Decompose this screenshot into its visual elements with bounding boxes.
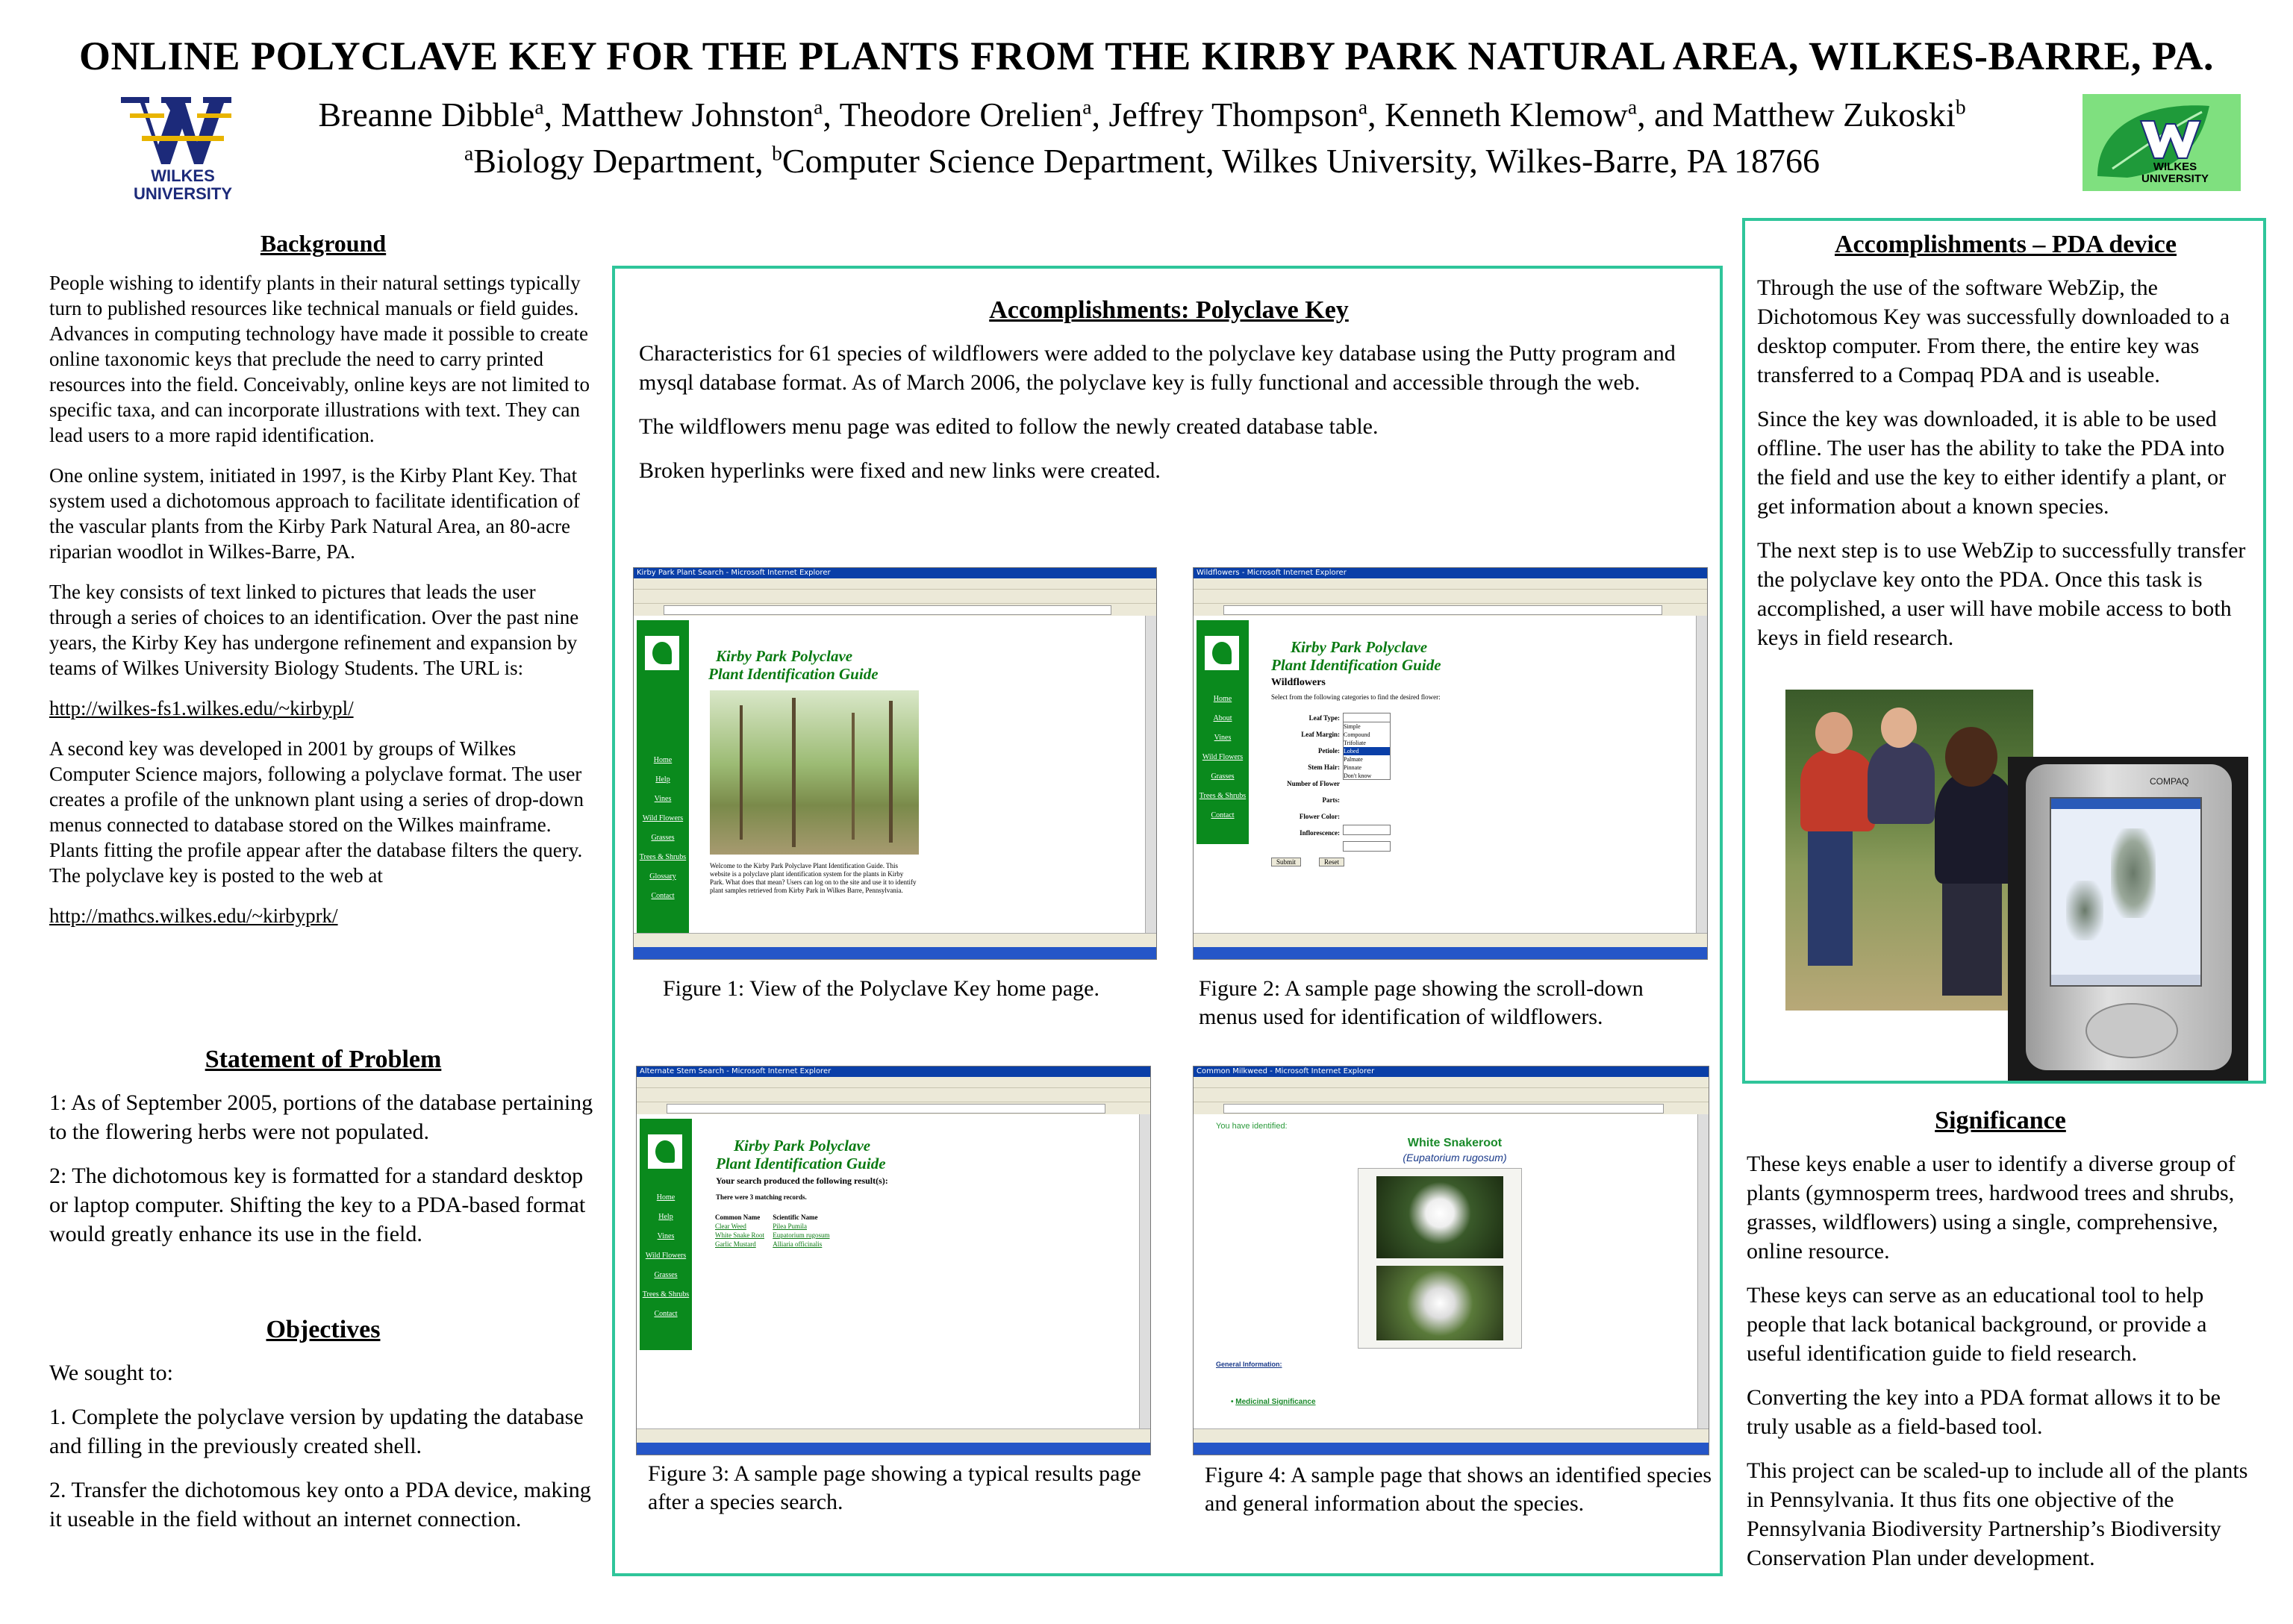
- figure-2-caption: Figure 2: A sample page showing the scroll-down menus used for identification of wildflowers.: [1199, 976, 1644, 1029]
- pda-heading: Accomplishments – PDA device: [1834, 231, 2177, 258]
- background-section: [49, 228, 597, 928]
- nav-link[interactable]: About: [1213, 714, 1232, 722]
- nav-link[interactable]: Wild Flowers: [645, 1252, 687, 1260]
- table-row: Garlic Mustard Alliaria officinalis: [715, 1240, 823, 1248]
- pda-brand: COMPAQ: [2150, 776, 2189, 787]
- nav-link[interactable]: Wild Flowers: [1202, 753, 1244, 761]
- author: Breanne Dibble: [318, 96, 535, 134]
- author: Theodore Orelien: [839, 96, 1083, 134]
- results-table: Common Name Scientific Name Clear Weed Pilea Pumila White Snake Root Eupatorium rugosum Garlic Mustard Alliaria officinalis: [715, 1214, 830, 1248]
- significance-paragraph: These keys can serve as an educational tool to help people that lack botanical background, or provide a useful identification guide to field research.: [1747, 1283, 2207, 1366]
- wilkes-logo-left: [119, 93, 246, 204]
- flower-color-select[interactable]: [1343, 825, 1391, 835]
- significance-paragraph: Converting the key into a PDA format allows it to be truly usable as a field-based tool.: [1747, 1385, 2221, 1439]
- background-paragraph: One online system, initiated in 1997, is the Kirby Plant Key. That system used a dichotomous approach to facilitate identification of the vascular plants from the Kirby Park Natural Area, an 80-acre riparian woodlot in Wilkes-Barre, PA.: [49, 464, 580, 563]
- nav-link[interactable]: Trees & Shrubs: [642, 1290, 690, 1299]
- author: Matthew Zukoski: [1712, 96, 1956, 134]
- medicinal-link[interactable]: • Medicinal Significance: [1231, 1398, 1316, 1406]
- window-title: Wildflowers - Microsoft Internet Explorer: [1194, 568, 1707, 578]
- general-info: General Information:: [1216, 1361, 1282, 1368]
- problem-paragraph: 2: The dichotomous key is formatted for a standard desktop or laptop computer. Shifting the key to a PDA-based format would greatly enhance its use in the field.: [49, 1164, 586, 1246]
- pda-paragraph: Since the key was downloaded, it is able to be used offline. The user has the ability to take the PDA into the field and use the key to either identify a plant, or get information about a known species.: [1757, 407, 2227, 519]
- site-nav: [640, 1119, 692, 1350]
- instructions: Select from the following categories to find the desired flower:: [1271, 693, 1441, 701]
- table-row: Clear Weed Pilea Pumila: [715, 1222, 807, 1230]
- pda-screen: [2050, 797, 2202, 987]
- nav-link[interactable]: Trees & Shrubs: [639, 853, 687, 861]
- significance-paragraph: These keys enable a user to identify a diverse group of plants (gymnosperm trees, hardwood trees and shrubs, grasses, wildflowers) using a single, comprehensive, online resource.: [1747, 1152, 2236, 1264]
- wilkes-logo-left-text: WILKES UNIVERSITY: [133, 166, 233, 203]
- problem-heading: Statement of Problem: [205, 1046, 442, 1073]
- screenshot-wildflowers-page: [1193, 567, 1708, 960]
- woodland-photo: [710, 690, 919, 855]
- nav-link[interactable]: Contact: [654, 1310, 678, 1318]
- nav-link[interactable]: Home: [656, 1193, 676, 1202]
- polyclave-url[interactable]: http://mathcs.wilkes.edu/~kirbyprk/: [49, 905, 338, 927]
- inflorescence-select[interactable]: [1343, 841, 1391, 852]
- window-title: Alternate Stem Search - Microsoft Internet Explorer: [637, 1066, 1150, 1077]
- author-list: Breanne Dibble$^a$, Matthew Johnston$^a$, Theodore Orelien$^a$, Jeffrey Thompson$^a$, Kenneth Klemow$^a$, and Matthew Zukoski$^b$: [318, 95, 1966, 134]
- author: Jeffrey Thompson: [1108, 96, 1358, 134]
- nav-link[interactable]: Wild Flowers: [642, 814, 684, 822]
- site-subtitle: Plant Identification Guide: [708, 665, 879, 683]
- figure-1-caption: Figure 1: View of the Polyclave Key home page.: [663, 976, 1099, 1001]
- nav-link[interactable]: Vines: [654, 795, 672, 803]
- window-title: Kirby Park Plant Search - Microsoft Internet Explorer: [634, 568, 1156, 578]
- pda-paragraph: The next step is to use WebZip to successfully transfer the polyclave key onto the PDA. Once this task is accomplished, a user will have mobile access to both keys in field research.: [1757, 538, 2246, 650]
- pda-photo: [2008, 757, 2248, 1081]
- nav-link[interactable]: Contact: [651, 892, 675, 900]
- nav-link[interactable]: Grasses: [654, 1271, 678, 1279]
- site-title: Kirby Park Polyclave: [1291, 638, 1428, 656]
- welcome-text: Welcome to the Kirby Park Polyclave Plant Identification Guide. This website is a polyclave plant identification system for the plants in Kirby Park. What does that mean? Users can log on to the site and use it to identify plant samples retrieved from Kirby Park in Wilkes Barre, Pennsylvania.: [710, 862, 917, 894]
- wilkes-logo-right: [2083, 94, 2241, 191]
- site-nav: [1197, 620, 1249, 844]
- field-labels: Leaf Type: Leaf Margin: Petiole: Stem Hair: Number of Flower Parts: Flower Color: Inflorescence:: [1287, 714, 1340, 837]
- polyclave-paragraph: Characteristics for 61 species of wildflowers were added to the polyclave key database using the Putty program and mysql database format. As of March 2006, the polyclave key is fully functional and accessible through the web.: [639, 341, 1676, 395]
- nav-link[interactable]: Vines: [657, 1232, 675, 1240]
- nav-link[interactable]: Help: [658, 1213, 673, 1221]
- results-count: There were 3 matching records.: [716, 1193, 807, 1201]
- significance-section: [1747, 1105, 2254, 1573]
- significance-heading: Significance: [1935, 1107, 2066, 1134]
- screenshot-home-page: [633, 567, 1157, 960]
- identified-label: You have identified:: [1216, 1122, 1288, 1131]
- polyclave-paragraph: Broken hyperlinks were fixed and new links were created.: [639, 458, 1161, 483]
- site-subtitle: Plant Identification Guide: [716, 1155, 886, 1172]
- dropdown-list[interactable]: Simple Compound Trifoliate Lobed Palmate Pinnate Don't know: [1343, 722, 1391, 780]
- nav-link[interactable]: Home: [653, 756, 673, 764]
- site-subtitle: Plant Identification Guide: [1271, 656, 1441, 674]
- affiliation: $^a$Biology Department, $^b$Computer Science Department, Wilkes University, Wilkes-Barre, PA 18766: [464, 141, 1821, 180]
- objectives-section: [49, 1314, 597, 1534]
- nav-link[interactable]: Grasses: [1211, 772, 1235, 781]
- submit-button[interactable]: Submit: [1271, 858, 1301, 866]
- polyclave-section: [639, 294, 1699, 485]
- kirby-key-url[interactable]: http://wilkes-fs1.wilkes.edu/~kirbypl/: [49, 697, 354, 719]
- figure-4-caption: Figure 4: A sample page that shows an identified species and general information about the species.: [1205, 1463, 1712, 1516]
- results-heading: Your search produced the following result(s):: [716, 1175, 888, 1186]
- wilkes-logo-right-text: WILKES UNIVERSITY: [2141, 160, 2209, 185]
- author: Matthew Johnston: [561, 96, 814, 134]
- site-title: Kirby Park Polyclave: [716, 647, 853, 665]
- nav-link[interactable]: Trees & Shrubs: [1199, 792, 1247, 800]
- species-name: White Snakeroot: [1407, 1137, 1503, 1149]
- nav-link[interactable]: Vines: [1214, 734, 1232, 742]
- background-paragraph: A second key was developed in 2001 by groups of Wilkes Computer Science majors, following a polyclave format. The user creates a profile of the unknown plant using a series of drop-down menus connected to database stored on the Wilkes mainframe. Plants fitting the profile appear after the database filters the query. The polyclave key is posted to the web at: [49, 737, 584, 887]
- species-photos: [1358, 1168, 1522, 1349]
- background-heading: Background: [260, 230, 387, 257]
- site-nav: [637, 620, 689, 934]
- author: Kenneth Klemow: [1385, 96, 1628, 134]
- objectives-paragraph: We sought to:: [49, 1361, 173, 1385]
- wildflowers-heading: Wildflowers: [1271, 677, 1326, 688]
- nav-link[interactable]: Help: [655, 775, 670, 784]
- figure-3-caption: Figure 3: A sample page showing a typical results page after a species search.: [648, 1461, 1141, 1514]
- background-paragraph: The key consists of text linked to pictures that leads the user through a series of choices to an identification. Over the past nine years, the Kirby Key has undergone refinement and expansion by teams of Wilkes University Biology Students. The URL is:: [49, 581, 579, 679]
- objectives-paragraph: 2. Transfer the dichotomous key onto a PDA device, making it useable in the field without an internet connection.: [49, 1478, 591, 1531]
- table-row: White Snake Root Eupatorium rugosum: [715, 1231, 830, 1239]
- problem-section: [49, 1043, 597, 1249]
- nav-link[interactable]: Contact: [1211, 811, 1235, 819]
- nav-link[interactable]: Home: [1213, 695, 1232, 703]
- screenshot-results-page: [636, 1066, 1151, 1455]
- polyclave-paragraph: The wildflowers menu page was edited to follow the newly created database table.: [639, 414, 1379, 439]
- problem-paragraph: 1: As of September 2005, portions of the database pertaining to the flowering herbs were not populated.: [49, 1090, 593, 1144]
- site-title: Kirby Park Polyclave: [734, 1137, 871, 1155]
- pda-section: [1757, 228, 2254, 652]
- window-title: Common Milkweed - Microsoft Internet Explorer: [1194, 1066, 1709, 1077]
- poster-title: ONLINE POLYCLAVE KEY FOR THE PLANTS FROM THE KIRBY PARK NATURAL AREA, WILKES-BARRE, PA.: [79, 34, 2214, 78]
- significance-paragraph: This project can be scaled-up to include all of the plants in Pennsylvania. It thus fits one objective of the Pennsylvania Biodiversity Partnership’s Biodiversity Conservation Plan under development.: [1747, 1458, 2248, 1570]
- reset-button[interactable]: Reset: [1319, 858, 1344, 866]
- screenshot-species-page: [1193, 1066, 1709, 1455]
- objectives-heading: Objectives: [266, 1316, 381, 1343]
- polyclave-heading: Accomplishments: Polyclave Key: [989, 296, 1349, 324]
- pda-paragraph: Through the use of the software WebZip, the Dichotomous Key was successfully downloaded to a desktop computer. From there, the entire key was transferred to a Compaq PDA and is useable.: [1757, 275, 2230, 387]
- nav-link[interactable]: Glossary: [649, 872, 676, 881]
- field-research-photo: [1785, 690, 2033, 1011]
- nav-link[interactable]: Grasses: [651, 834, 675, 842]
- species-scientific-name: (Eupatorium rugosum): [1403, 1152, 1507, 1164]
- objectives-paragraph: 1. Complete the polyclave version by updating the database and filling in the previously created shell.: [49, 1405, 584, 1458]
- background-paragraph: People wishing to identify plants in their natural settings typically turn to published resources like technical manuals or field guides. Advances in computing technology have made it possible to create online taxonomic keys that preclude the need to carry printed resources into the field. Conceivably, online keys are not limited to specific taxa, and can incorporate illustrations with text. They can lead users to a more rapid identification.: [49, 272, 590, 446]
